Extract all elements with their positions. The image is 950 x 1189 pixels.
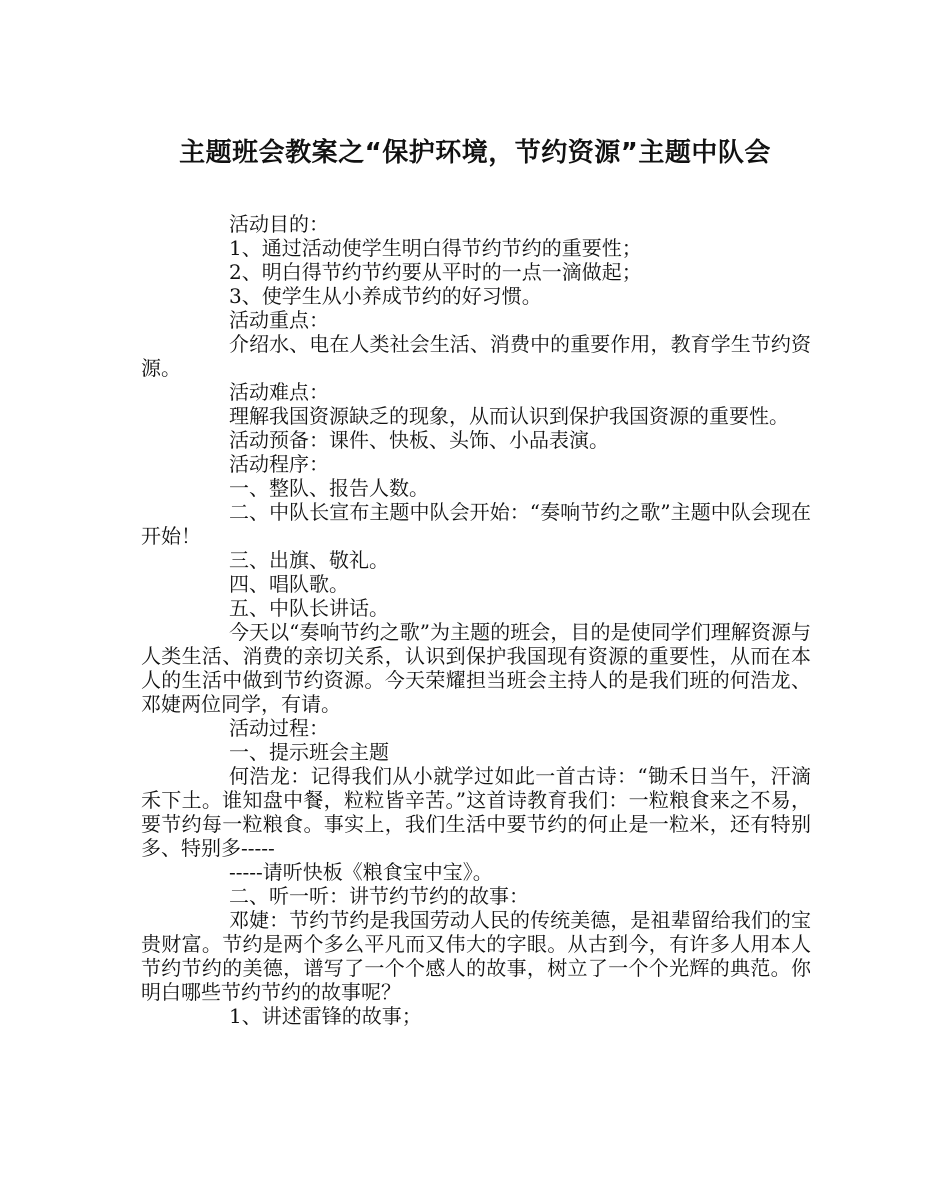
paragraph-purpose-2: 2、明白得节约节约要从平时的一点一滴做起； — [229, 260, 642, 284]
paragraph-difficulty-heading: 活动难点： — [229, 380, 329, 404]
paragraph-process-2: 二、听一听：讲节约节约的故事： — [229, 884, 529, 908]
paragraph-process-1: 一、提示班会主题 — [229, 740, 389, 764]
paragraph-he-haolong: 何浩龙：记得我们从小就学过如此一首古诗：“锄禾日当午，汗滴禾下土。谁知盘中餐，粒粒皆辛苦。”这首诗教育我们：一粒粮食来之不易，要节约每一粒粮食。事实上，我们生活中要节约的何止是一粒米，还有特别多、特别多----- — [141, 764, 811, 860]
paragraph-process-heading: 活动过程： — [229, 716, 329, 740]
paragraph-lei-feng: 1、讲述雷锋的故事； — [229, 1004, 422, 1028]
paragraph-procedure-3: 三、出旗、敬礼。 — [229, 548, 389, 572]
paragraph-procedure-5: 五、中队长讲话。 — [229, 596, 389, 620]
paragraph-procedure-1: 一、整队、报告人数。 — [229, 476, 429, 500]
paragraph-procedure-2: 二、中队长宣布主题中队会开始：“奏响节约之歌”主题中队会现在开始！ — [141, 500, 811, 548]
document-title: 主题班会教案之“保护环境，节约资源”主题中队会 — [179, 138, 771, 168]
paragraph-kuaiban: -----请听快板《粮食宝中宝》。 — [229, 860, 493, 884]
paragraph-deng-jie: 邓婕：节约节约是我国劳动人民的传统美德，是祖辈留给我们的宝贵财富。节约是两个多么平凡而又伟大的字眼。从古到今，有许多人用本人节约节约的美德，谱写了一个个感人的故事，树立了一个个光辉的典范。你明白哪些节约节约的故事呢？ — [141, 908, 811, 1004]
paragraph-preparation: 活动预备：课件、快板、头饰、小品表演。 — [229, 428, 609, 452]
paragraph-purpose-heading: 活动目的： — [229, 212, 329, 236]
paragraph-key-points: 介绍水、电在人类社会生活、消费中的重要作用，教育学生节约资源。 — [141, 332, 811, 380]
paragraph-key-points-heading: 活动重点： — [229, 308, 329, 332]
document-body — [141, 212, 811, 1028]
paragraph-purpose-3: 3、使学生从小养成节约的好习惯。 — [229, 284, 542, 308]
paragraph-purpose-1: 1、通过活动使学生明白得节约节约的重要性； — [229, 236, 642, 260]
paragraph-procedure-4: 四、唱队歌。 — [229, 572, 349, 596]
paragraph-procedure-heading: 活动程序： — [229, 452, 329, 476]
paragraph-difficulty: 理解我国资源缺乏的现象，从而认识到保护我国资源的重要性。 — [229, 404, 789, 428]
paragraph-speech: 今天以“奏响节约之歌”为主题的班会，目的是使同学们理解资源与人类生活、消费的亲切关系，认识到保护我国现有资源的重要性，从而在本人的生活中做到节约资源。今天荣耀担当班会主持人的是我们班的何浩龙、邓婕两位同学，有请。 — [141, 620, 811, 716]
